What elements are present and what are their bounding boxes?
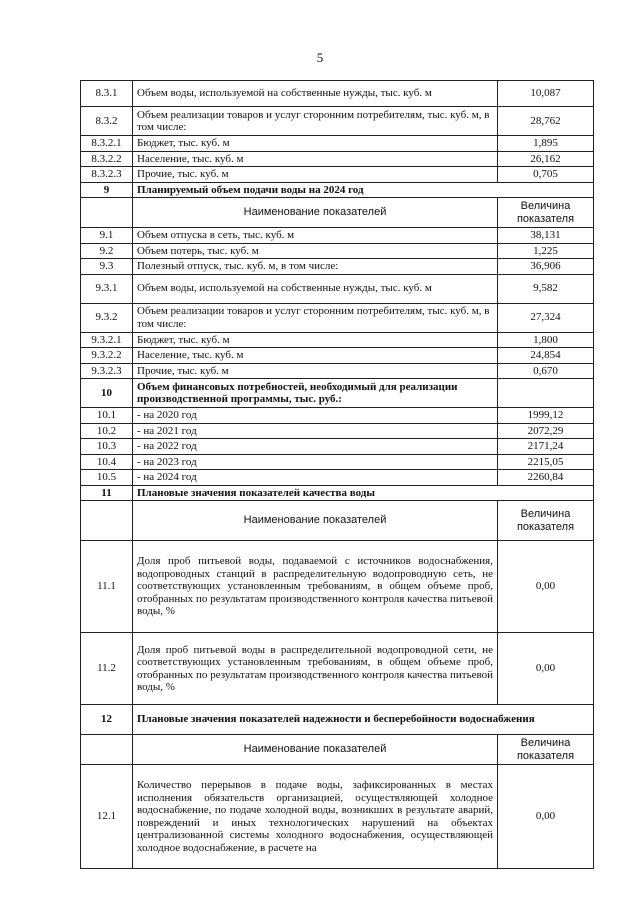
table-row <box>81 633 594 705</box>
row-value: 27,324 <box>498 303 594 332</box>
row-text: - на 2023 год <box>133 454 498 470</box>
row-number: 9.3.2 <box>81 303 133 332</box>
row-number: 8.3.2.3 <box>81 167 133 183</box>
table-row <box>81 228 594 244</box>
column-header-row <box>81 198 594 228</box>
table-row <box>81 439 594 455</box>
section-number: 12 <box>81 705 133 735</box>
column-header-name: Наименование показателей <box>133 735 498 765</box>
table-row <box>81 423 594 439</box>
empty-cell <box>81 198 133 228</box>
row-text: Доля проб питьевой воды, подаваемой с источников водоснабжения, водопроводных станций в распределительную водопроводную сеть, не соответствующих установленным требованиям, в общем объеме проб, отобранных по результатам производственного контроля качества питьевой воды, % <box>133 541 498 633</box>
column-header-value: Величина показателя <box>498 198 594 228</box>
row-number: 10.5 <box>81 470 133 486</box>
empty-cell <box>81 501 133 541</box>
table-row <box>81 81 594 107</box>
row-number: 10.4 <box>81 454 133 470</box>
empty-cell <box>81 735 133 765</box>
row-value: 0,705 <box>498 167 594 183</box>
row-value: 1,800 <box>498 332 594 348</box>
section-number: 10 <box>81 379 133 408</box>
row-number: 11.2 <box>81 633 133 705</box>
row-number: 10.1 <box>81 408 133 424</box>
table-row <box>81 470 594 486</box>
column-header-name: Наименование показателей <box>133 501 498 541</box>
row-value: 9,582 <box>498 274 594 303</box>
table-row <box>81 408 594 424</box>
row-text: - на 2022 год <box>133 439 498 455</box>
row-text: Количество перерывов в подаче воды, зафиксированных в местах исполнения обязательств организацией, осуществляющей холодное водоснабжение, по подаче холодной воды, возникших в результате аварий, повреждений и иных технологических нарушений на объектах централизованной системы холодного водоснабжения, осуществляющей холодное водоснабжение, в расчете на <box>133 765 498 869</box>
row-value: 1,225 <box>498 243 594 259</box>
section-header-row <box>81 182 594 198</box>
table-row <box>81 107 594 136</box>
row-value: 0,670 <box>498 363 594 379</box>
row-text: - на 2021 год <box>133 423 498 439</box>
row-text: Полезный отпуск, тыс. куб. м, в том числе: <box>133 259 498 275</box>
row-number: 8.3.2.2 <box>81 151 133 167</box>
row-number: 9.3.2.2 <box>81 348 133 364</box>
table-row <box>81 332 594 348</box>
page-number: 5 <box>316 50 324 65</box>
row-value: 36,906 <box>498 259 594 275</box>
table-row <box>81 274 594 303</box>
row-text: Объем реализации товаров и услуг сторонним потребителям, тыс. куб. м, в том числе: <box>133 303 498 332</box>
row-value: 2260,84 <box>498 470 594 486</box>
row-text: - на 2020 год <box>133 408 498 424</box>
row-value: 2072,29 <box>498 423 594 439</box>
row-text: Прочие, тыс. куб. м <box>133 363 498 379</box>
column-header-value: Величина показателя <box>498 501 594 541</box>
row-number: 9.2 <box>81 243 133 259</box>
row-value: 26,162 <box>498 151 594 167</box>
row-value: 38,131 <box>498 228 594 244</box>
row-text: Прочие, тыс. куб. м <box>133 167 498 183</box>
row-number: 10.2 <box>81 423 133 439</box>
row-value: 1,895 <box>498 136 594 152</box>
section-title: Объем финансовых потребностей, необходимый для реализации производственной программы, тыс. руб.: <box>133 379 498 408</box>
table-row <box>81 136 594 152</box>
row-number: 9.3.2.1 <box>81 332 133 348</box>
empty-cell <box>498 379 594 408</box>
row-value: 0,00 <box>498 765 594 869</box>
row-value: 2215,05 <box>498 454 594 470</box>
row-text: Доля проб питьевой воды в распределительной водопроводной сети, не соответствующих установленным требованиям, в общем объеме проб, отобранных по результатам производственного контроля качества питьевой воды, % <box>133 633 498 705</box>
section-number: 11 <box>81 485 133 501</box>
row-number: 10.3 <box>81 439 133 455</box>
row-value: 0,00 <box>498 633 594 705</box>
row-text: Население, тыс. куб. м <box>133 348 498 364</box>
row-text: Объем отпуска в сеть, тыс. куб. м <box>133 228 498 244</box>
table-row <box>81 541 594 633</box>
table-row <box>81 363 594 379</box>
table-row <box>81 303 594 332</box>
section-title: Планируемый объем подачи воды на 2024 год <box>133 182 594 198</box>
row-text: - на 2024 год <box>133 470 498 486</box>
table-row <box>81 167 594 183</box>
section-header-row <box>81 705 594 735</box>
row-text: Бюджет, тыс. куб. м <box>133 332 498 348</box>
row-value: 1999,12 <box>498 408 594 424</box>
row-text: Население, тыс. куб. м <box>133 151 498 167</box>
row-value: 28,762 <box>498 107 594 136</box>
row-value: 24,854 <box>498 348 594 364</box>
row-number: 8.3.2.1 <box>81 136 133 152</box>
row-text: Объем потерь, тыс. куб. м <box>133 243 498 259</box>
table-row <box>81 259 594 275</box>
table-row <box>81 348 594 364</box>
section-title: Плановые значения показателей надежности и бесперебойности водоснабжения <box>133 705 594 735</box>
row-text: Объем реализации товаров и услуг сторонним потребителям, тыс. куб. м, в том числе: <box>133 107 498 136</box>
row-number: 8.3.2 <box>81 107 133 136</box>
section-header-row <box>81 485 594 501</box>
row-number: 9.3 <box>81 259 133 275</box>
table-row <box>81 765 594 869</box>
row-number: 12.1 <box>81 765 133 869</box>
column-header-value: Величина показателя <box>498 735 594 765</box>
column-header-row <box>81 735 594 765</box>
table-row <box>81 243 594 259</box>
section-header-row <box>81 379 594 408</box>
row-number: 9.1 <box>81 228 133 244</box>
row-number: 9.3.2.3 <box>81 363 133 379</box>
section-number: 9 <box>81 182 133 198</box>
row-value: 2171,24 <box>498 439 594 455</box>
row-number: 11.1 <box>81 541 133 633</box>
row-value: 0,00 <box>498 541 594 633</box>
row-text: Объем воды, используемой на собственные нужды, тыс. куб. м <box>133 81 498 107</box>
table-row <box>81 454 594 470</box>
row-number: 9.3.1 <box>81 274 133 303</box>
column-header-name: Наименование показателей <box>133 198 498 228</box>
row-text: Бюджет, тыс. куб. м <box>133 136 498 152</box>
indicators-table <box>80 80 594 869</box>
table-row <box>81 151 594 167</box>
column-header-row <box>81 501 594 541</box>
row-value: 10,087 <box>498 81 594 107</box>
row-text: Объем воды, используемой на собственные нужды, тыс. куб. м <box>133 274 498 303</box>
row-number: 8.3.1 <box>81 81 133 107</box>
section-title: Плановые значения показателей качества воды <box>133 485 594 501</box>
